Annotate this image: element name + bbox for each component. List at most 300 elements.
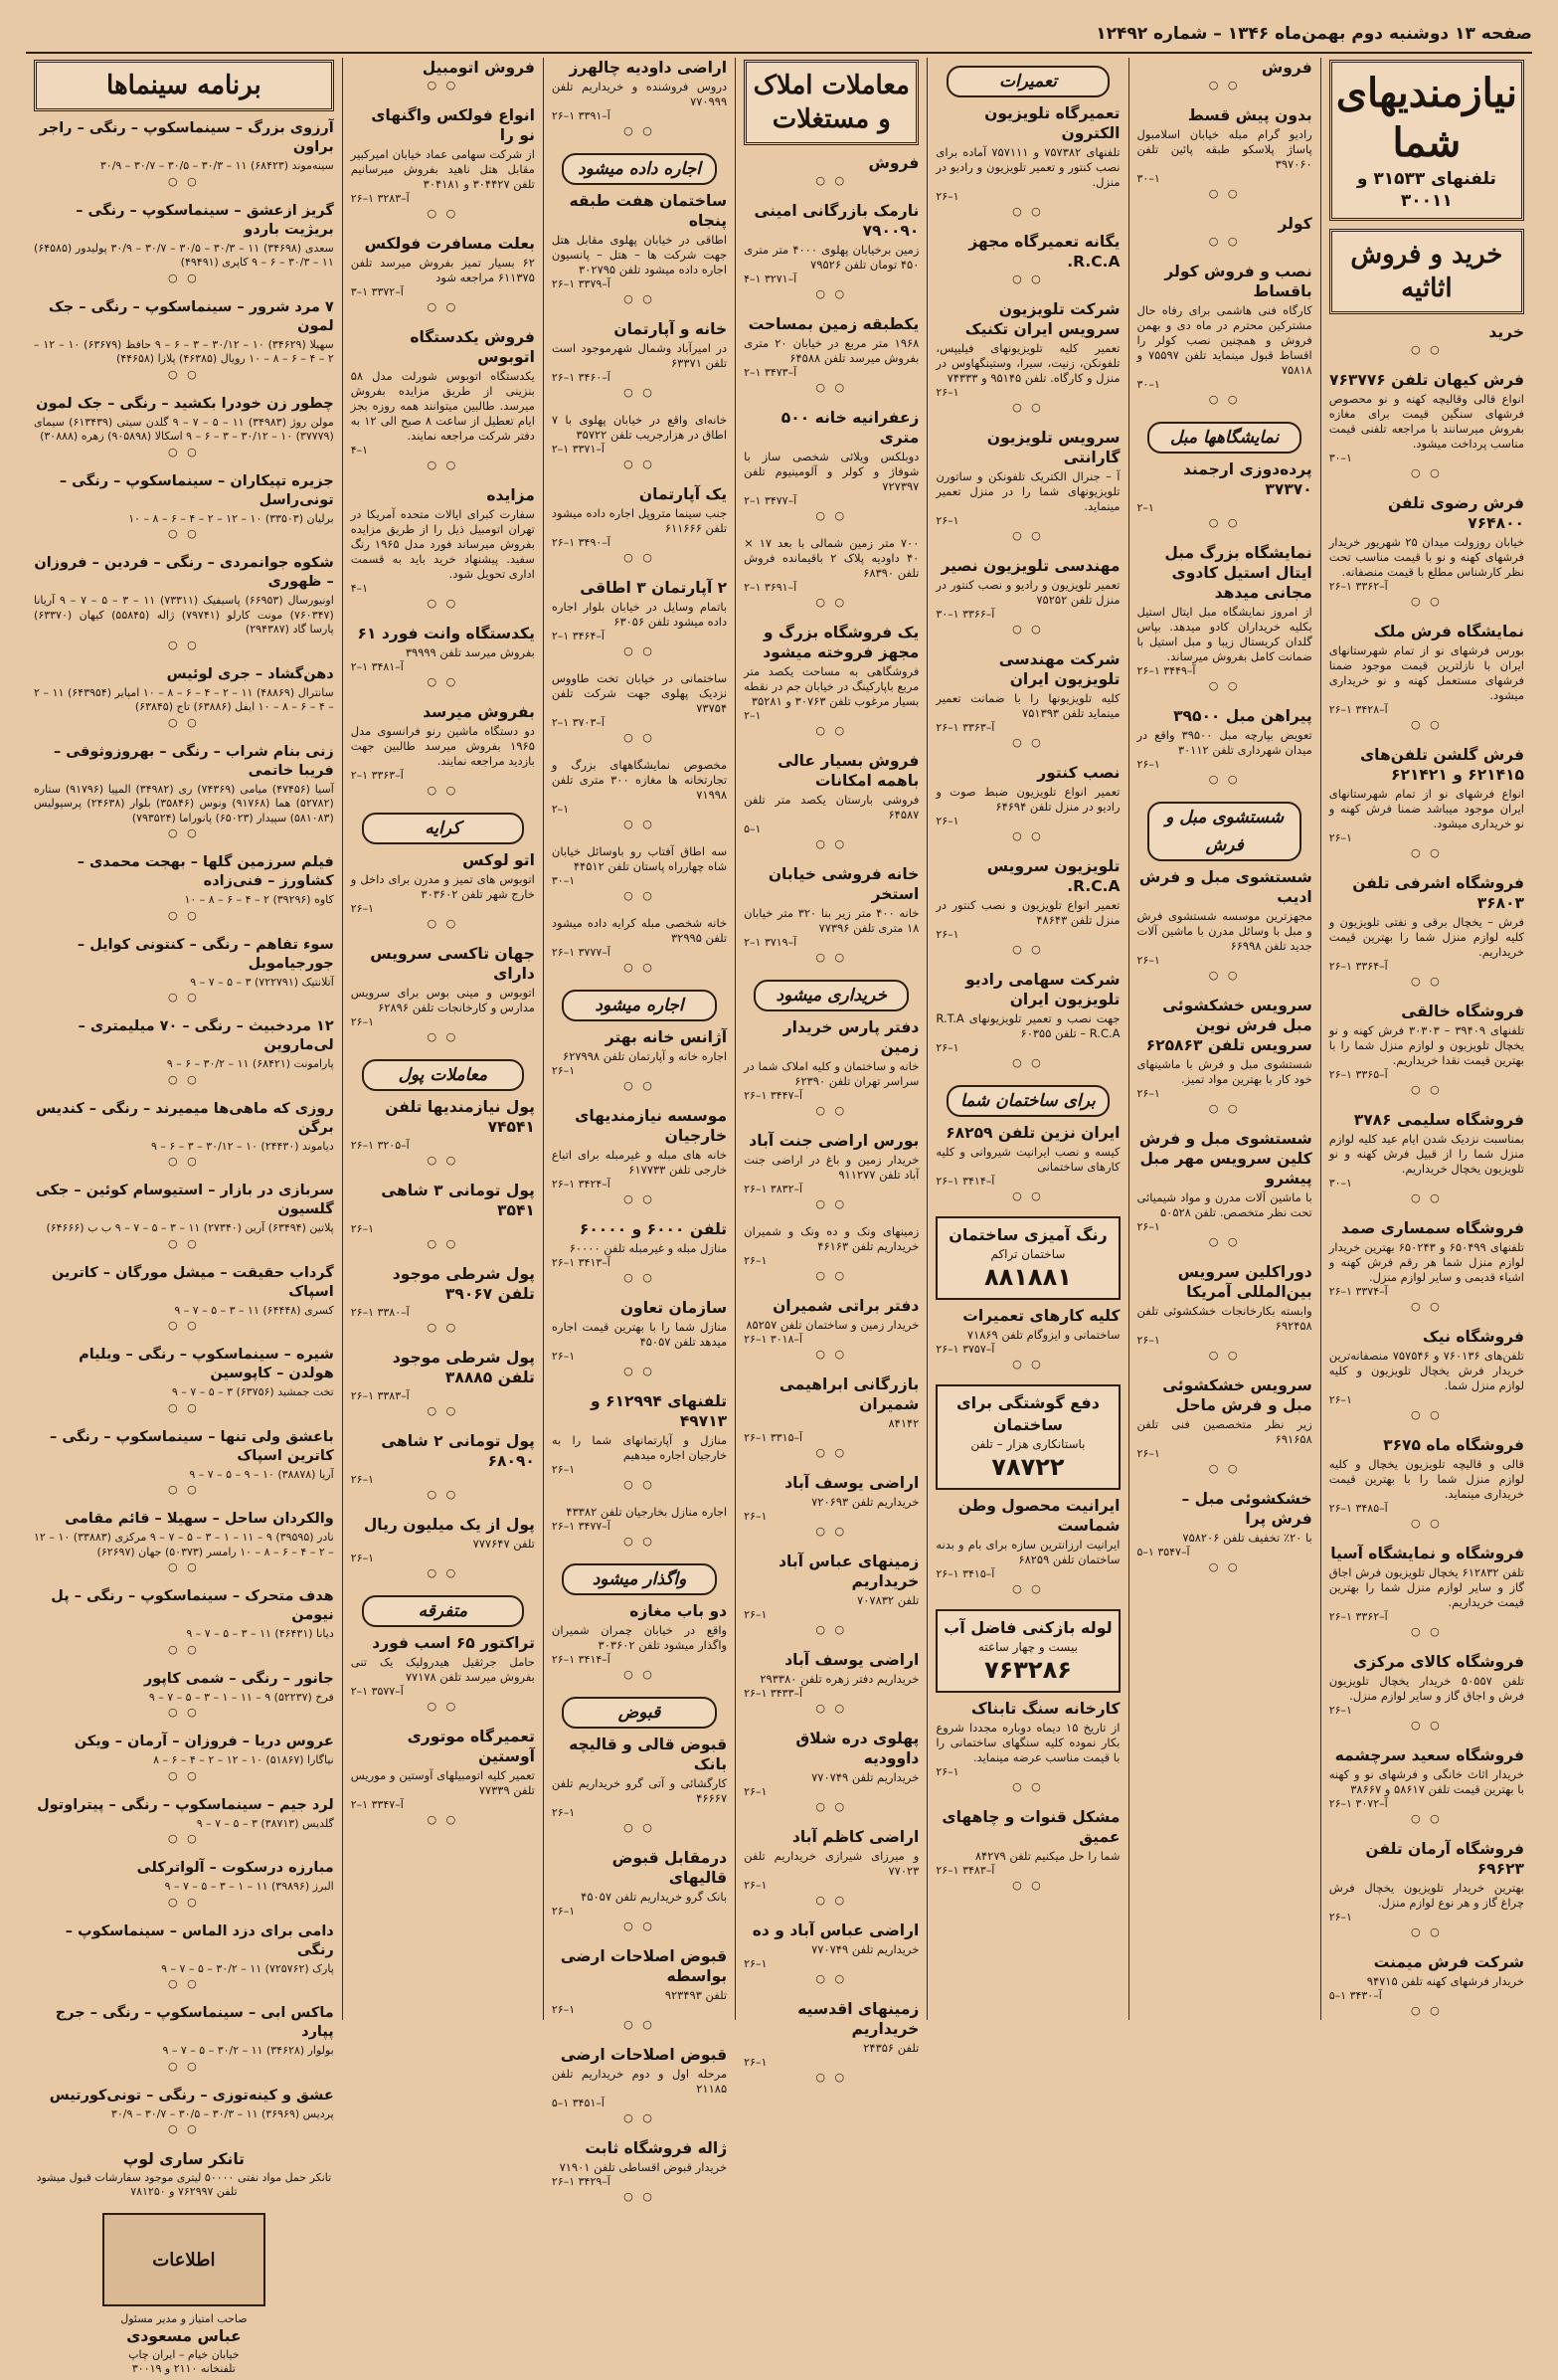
section-tag: قبوض: [562, 1697, 717, 1729]
ad-list: [1137, 58, 1312, 414]
ad-separator: ○ ○: [815, 596, 848, 609]
classified-ad: [34, 1859, 334, 1917]
ad-text: تلفن ۷۷۷۶۴۷: [472, 1537, 535, 1551]
section-tag: اجاره میشود: [562, 990, 717, 1021]
ad-separator: ○ ○: [168, 908, 200, 922]
ad-title: فرش گلشن تلفن‌های ۶۲۱۴۱۵ و ۶۲۱۴۲۱: [1359, 746, 1524, 784]
ad-text: تلفن ۵۰۵۵۷ خریدار یخچال تلویزیون فرش و اجاق گاز و سایر لوازم منزل.: [1328, 1674, 1524, 1703]
ad-text: انواع فرشهای نو از تمام شهرستانهای ایران موجود میباشد ضمنا فرش کهنه و نو خریداری میشود.: [1328, 787, 1524, 830]
ad-title: عشق و کینه‌توزی – رنگی – تونی‌کورتیس: [49, 2087, 334, 2104]
ad-separator: ○ ○: [815, 1894, 848, 1907]
classified-ad: [34, 853, 334, 930]
classified-ad: [936, 299, 1120, 422]
ad-code: ۲۶–۱: [744, 1254, 768, 1267]
ad-text: دیاموند (۲۴۴۳۰) ۱۰ – ۳۰/۱۲ – ۳ – ۶ – ۹: [150, 1139, 334, 1153]
ad-title: کلیه کارهای تعمیرات: [962, 1307, 1121, 1325]
footer-line: تلفنخانه ۲۱۱۰ و ۳۰۰۱۹: [131, 2362, 236, 2375]
classified-ad: [1137, 459, 1312, 537]
classified-ad: [552, 578, 727, 665]
classified-ad: [1137, 996, 1312, 1123]
ad-separator: ○ ○: [1411, 1083, 1443, 1096]
ad-list: [552, 1027, 727, 1556]
ad-code: ۲۶–۱ آ–۳۴۷۷: [551, 1520, 610, 1533]
classified-ad: [34, 554, 334, 659]
ad-text: خانه شخصی مبله کرایه داده میشود تلفن ۳۲۹۹۵: [551, 916, 728, 945]
ad-separator: ○ ○: [815, 509, 848, 522]
ad-title: پول نیازمندیها تلفن ۷۴۵۴۱: [385, 1098, 535, 1136]
ad-text: کارگاه فنی هاشمی برای رفاه حال مشترکین محترم در ماه دی و بهمن فروش و همچنین نصب کولر را اقساط قبول مینماید تلفن ۷۵۵۹۷ و ۷۵۸۱۸: [1136, 303, 1312, 377]
ad-separator: ○ ○: [168, 1642, 200, 1656]
ad-separator: ○ ○: [168, 367, 200, 381]
ad-separator: ○ ○: [815, 1702, 848, 1715]
ad-separator: ○ ○: [427, 917, 459, 930]
classified-ad: [1329, 1002, 1524, 1104]
ad-code: ۲۶–۱ آ–۳۴۳۳: [744, 1687, 803, 1700]
ad-text: اجاره خانه و آپارتمان تلفن ۶۲۷۹۹۸: [563, 1049, 728, 1063]
ad-separator: ○ ○: [168, 271, 200, 284]
boxed-ad-text: ساختمان تراکم: [990, 1247, 1066, 1261]
ad-separator: ○ ○: [815, 1623, 848, 1636]
ad-text: خانه‌ای واقع در خیابان پهلوی با ۷ اطاق در هزارجریب تلفن ۳۵۷۲۲: [551, 413, 728, 442]
ad-separator: ○ ○: [1411, 1191, 1443, 1204]
ad-title: فروشگاه خالقی: [1401, 1003, 1524, 1020]
ad-title: قبوض اصلاحات ارضی بواسطه: [560, 1947, 728, 1985]
ad-list: [552, 58, 727, 145]
ad-title: فروش یکدستگاه اتوبوس: [410, 328, 535, 366]
ad-separator: ○ ○: [623, 1079, 655, 1092]
ad-text: از شرکت سهامی عماد خیابان امیرکبیر مقابل هتل ناهید بفروش میرسانیم تلفن ۳۰۴۴۲۷ و ۳۰۴۱۸۱: [350, 147, 535, 191]
ad-separator: ○ ○: [1012, 1056, 1044, 1069]
classified-ad: [1137, 105, 1312, 208]
ad-code: ۲–۱ آ–۳۳۷۱: [551, 443, 605, 456]
section-tag: برای ساختمان شما: [947, 1085, 1109, 1117]
ad-code: ۲–۱ آ–۳۳۴۷: [350, 1798, 404, 1811]
ad-text: پارک (۷۲۵۷۶۲) ۱۱ – ۳۰/۲ – ۵ – ۷ – ۹: [161, 1961, 334, 1975]
ad-code: ۵–۱ آ–۳۴۵۱: [551, 2097, 605, 2109]
ad-text: تلفنهای ۷۵۷۳۸۲ و ۷۵۷۱۱۱ آماده برای نصب کنتور و تعمیر تلویزیون و رادیو در منزل.: [936, 145, 1121, 189]
ad-title: سوء تفاهم – رنگی – کنتونی کوایل – جورجیاموبل: [77, 936, 334, 972]
ad-separator: ○ ○: [427, 1237, 459, 1250]
ad-text: کیسه و نصب ایرانیت شیروانی و کلیه کارهای ساختمانی: [936, 1145, 1121, 1174]
ad-text: فرخ (۵۲۲۳۷) ۹ – ۱۱ – ۱ – ۳ – ۵ – ۷ – ۹: [148, 1690, 334, 1704]
ad-separator: ○ ○: [1411, 1625, 1443, 1638]
ad-text: ساختمانی در خیابان تخت طاووس نزدیک پهلوی جهت شرکت تلفن ۷۳۷۵۴: [551, 671, 728, 715]
classified-ad: [34, 936, 334, 1012]
ad-code: ۲–۱ آ–۳۶۹۱: [744, 581, 797, 594]
ad-separator: ○ ○: [815, 1446, 848, 1459]
ad-title: سرویس تلویزیون گارانتی: [986, 429, 1121, 466]
ad-text: دروس فروشنده و خریداریم تلفن ۷۷۰۹۹۹: [551, 80, 728, 108]
col-vehicles: [342, 58, 543, 2020]
newspaper-logo: اطلاعات: [102, 2213, 265, 2306]
ad-title: ژاله فروشگاه ثابت: [585, 2139, 728, 2157]
ad-title: موسسه نیازمندیهای خارجیان: [575, 1107, 728, 1145]
ad-separator: ○ ○: [168, 1895, 200, 1909]
classified-ad: [744, 864, 919, 972]
ad-code: ۲۶–۱: [1328, 1911, 1352, 1923]
ad-title: جانور – رنگی – شمی کاپور: [143, 1670, 334, 1687]
ad-code: ۵–۱: [744, 823, 762, 835]
ad-title: فروشگاه سعید سرچشمه: [1334, 1746, 1524, 1764]
ad-separator: ○ ○: [1208, 235, 1241, 248]
ad-title: گریز ازعشق – سینماسکوپ – رنگی – بریژیت باردو: [76, 202, 334, 238]
ad-title: زنی بنام شراب – رنگی – بهروزوثوقی – فریبا خاتمی: [53, 743, 334, 779]
ad-code: ۴–۱ آ–۳۲۷۱: [744, 273, 797, 285]
ad-separator: ○ ○: [427, 458, 459, 471]
ad-code: ۲۶–۱: [744, 1957, 768, 1970]
ad-text: تلفن‌های ۷۶۰۱۳۶ و ۷۵۷۵۴۶ منصفانه‌ترین خریدار فرش یخچال تلویزیون و کلیه لوازم منزل شما.: [1328, 1349, 1524, 1392]
ad-title: پهلوی دره شلاق داوودیه: [795, 1730, 920, 1767]
ad-separator: ○ ○: [623, 1365, 655, 1377]
classified-ad: [1329, 1745, 1524, 1833]
ad-code: ۲–۱ آ–۳۴۷۳: [744, 366, 797, 379]
ad-title: خشکشوئی مبل – فرش پرا: [1181, 1490, 1312, 1528]
ad-separator: ○ ○: [1012, 1190, 1044, 1202]
ad-separator: ○ ○: [1411, 1517, 1443, 1530]
classified-ad: [34, 743, 334, 848]
ad-text: تعمیر انواع تلویزیون و نصب کنتور در منزل تلفن ۴۸۶۴۳: [936, 898, 1121, 927]
ad-separator: ○ ○: [1411, 718, 1443, 731]
ad-list: [351, 58, 535, 805]
ad-separator: ○ ○: [168, 527, 200, 540]
boxed-ad-text: باستانکاری هزار – تلفن: [970, 1437, 1086, 1451]
ad-code: ۲–۱ آ–۳۵۷۷: [350, 1685, 404, 1698]
ad-separator: ○ ○: [815, 1972, 848, 1985]
classified-ad: [351, 234, 535, 321]
classified-ad: [936, 428, 1120, 550]
ad-text: البرز (۳۹۸۹۶) ۱۱ – ۱ – ۳ – ۵ – ۷ – ۹: [164, 1880, 334, 1893]
ad-title: آرزوی بزرگ – سینماسکوپ – رنگی – راجر براون: [39, 120, 334, 155]
ad-code: ۲۶–۱: [350, 1222, 374, 1235]
ad-code: ۲۶–۱ آ–۳۴۱۵: [936, 1567, 995, 1580]
ad-code: ۲۶–۱: [936, 514, 959, 527]
ad-separator: ○ ○: [168, 174, 200, 188]
ad-code: ۳۰–۱ آ–۳۳۶۶: [936, 608, 995, 621]
ad-title: شستشوی مبل و فرش کلین سرویس مهر مبل پیشرو: [1138, 1130, 1312, 1188]
ad-separator: ○ ○: [427, 207, 459, 220]
ad-text: ۱۹۶۸ متر مربع در خیابان ۲۰ متری بفروش میرسد تلفن ۶۴۵۸۸: [744, 336, 920, 365]
classified-ad: [1137, 58, 1312, 99]
ad-title: پول شرطی موجود تلفن ۳۹۰۶۷: [392, 1265, 535, 1303]
classified-ad: [1329, 1652, 1524, 1739]
ad-text: با ۲۰٪ تخفیف تلفن ۷۵۸۲۰۶: [1182, 1531, 1312, 1545]
ad-title: ۲ آپارتمان ۳ اطاقی: [580, 579, 728, 597]
ad-text: کسری (۶۴۴۴۸) ۱۱ – ۳ – ۵ – ۷ – ۹: [174, 1303, 334, 1317]
ad-code: ۲۶–۱: [936, 386, 959, 399]
section-tag: شستشوی مبل و فرش: [1147, 802, 1302, 861]
classified-ad: [351, 850, 535, 938]
ad-text: آ – جنرال الکتریک تلفونکن و ساتورن تلویزیونهای شما را در منزل تعمیر مینماید.: [936, 469, 1121, 513]
ad-title: زمینهای عباس آباد خریداریم: [779, 1553, 920, 1590]
ad-separator: ○ ○: [1411, 343, 1443, 356]
classified-ad: [34, 202, 334, 292]
ad-text: بولوار (۳۴۶۲۸) ۱۱ – ۳۰/۲ – ۵ – ۷ – ۹: [162, 2044, 334, 2057]
ad-text: از تاریخ ۱۵ دیماه دوباره مجددا شروع بکار نموده کلیه سنگهای ساختمانی را با قیمت مناسب عرضه مینماید.: [936, 1721, 1121, 1764]
ad-separator: ○ ○: [427, 1813, 459, 1826]
ad-code: ۲–۱ آ–۳۴۶۴: [551, 630, 605, 642]
ad-title: تلویزیون سرویس R.C.A.: [986, 857, 1121, 895]
ad-separator: ○ ○: [1012, 943, 1044, 956]
ad-title: بفروش میرسد: [423, 703, 535, 721]
ad-separator: ○ ○: [623, 731, 655, 744]
ad-code: ۲–۱ آ–۳۷۱۹: [744, 936, 797, 949]
classified-ad: [34, 1922, 334, 1999]
ad-separator: ○ ○: [168, 1319, 200, 1332]
ad-separator: ○ ○: [1411, 975, 1443, 988]
classified-ad: [552, 758, 727, 838]
ad-text: قالی و قالیچه تلویزیون یخچال و کلیه لوازم منزل شما را با بهترین قیمت خریداری مینماید.: [1328, 1457, 1524, 1501]
ad-title: والکردان ساحل – سهیلا – قائم مقامی: [65, 1511, 334, 1527]
classified-ad: [552, 1106, 727, 1213]
ad-title: فروشگاه سمساری صمد: [1340, 1219, 1524, 1237]
ad-text: اتوبوس های تمیز و مدرن برای داخل و خارج شهر تلفن ۳۰۳۶۰۲: [350, 872, 535, 901]
ad-title: فروشگاه سلیمی ۳۷۸۶: [1353, 1111, 1524, 1129]
classified-ad: [1329, 322, 1524, 364]
columns: [26, 58, 1532, 2375]
ad-text: کاوه (۳۹۲۹۶) ۲ – ۴ – ۶ – ۸ – ۱۰: [184, 893, 334, 906]
ad-separator: ○ ○: [1012, 1879, 1044, 1892]
classified-ad: [552, 1946, 727, 2039]
ad-text: انواع قالی وقالیچه کهنه و نو محصوص فرشهای سنگین قیمت برای مغازه بفروش میرسانند با مراجعه تلفنی قیمت مناسب پرداخت میشود.: [1328, 392, 1524, 451]
ad-code: ۲–۱ آ–۳۴۸۱: [350, 660, 404, 673]
ad-text: خریداریم تلفن ۷۷۰۷۴۹: [811, 1770, 920, 1784]
ad-text: جهت نصب و تعمیر تلویزیونهای R.T.A – R.C.A تلفن ۶۰۳۵۵: [936, 1011, 1121, 1040]
classified-ad: [351, 1181, 535, 1258]
ad-text: و میرزای شیرازی خریداریم تلفن ۷۷۰۲۳: [744, 1849, 920, 1878]
ad-code: ۲۶–۱ آ–۳۷۵۷: [936, 1343, 995, 1356]
ad-separator: ○ ○: [1411, 1408, 1443, 1421]
classified-ad: [1329, 745, 1524, 867]
ad-title: شرکت مهندسی تلویزیون ایران: [998, 650, 1121, 688]
ad-text: رادیو گرام مبله خیابان اسلامبول پاساژ پلاسکو طبقه پائین تلفن ۳۹۷۰۶۰: [1136, 127, 1312, 171]
ad-text: زمین برخیابان پهلوی ۴۰۰۰ متر متری ۴۵۰ تومان تلفن ۷۹۵۲۶: [744, 243, 920, 272]
ad-separator: ○ ○: [1208, 187, 1241, 200]
ad-separator: ○ ○: [623, 124, 655, 137]
classified-ad: [1329, 1218, 1524, 1321]
ad-code: ۲۶–۱: [1328, 1393, 1352, 1406]
ad-separator: ○ ○: [623, 292, 655, 305]
ad-title: مهندسی تلویزیون نصیر: [941, 557, 1121, 575]
ad-code: ۲۶–۱: [551, 1905, 576, 1918]
ad-text: سه اطاق آفتاب رو باوسائل خیابان شاه چهارراه پاستان تلفن ۴۴۵۱۲: [551, 844, 728, 873]
classified-ad: [552, 2045, 727, 2132]
ad-title: فروش: [868, 154, 920, 172]
ad-code: ۲۶–۱: [350, 902, 374, 915]
classified-ad: [744, 314, 919, 402]
classified-ad: [34, 665, 334, 737]
ad-list: [1137, 459, 1312, 794]
ad-text: دوبلکس ویلائی شخصی ساز با شوفاژ و کولر و آلومینیوم تلفن ۷۲۷۳۹۷: [744, 450, 920, 493]
ad-title: نمایشگاه بزرگ مبل ایتال استیل کادوی مجانی میدهد: [1164, 544, 1312, 602]
ad-code: ۳۰–۱: [1136, 378, 1160, 391]
ad-text: خیابان روزولت میدان ۲۵ شهریور خریدار فرشهای کهنه و نو با قیمت مناسب تحت نظر کارشناس مطلع با قیمت منصفانه.: [1328, 535, 1524, 579]
ad-separator: ○ ○: [168, 2122, 200, 2135]
classified-ad: [1137, 1375, 1312, 1483]
classified-ad: [744, 751, 919, 858]
classified-ad: [552, 1027, 727, 1100]
ad-text: بمناسبت نزدیک شدن ایام عید کلیه لوازم منزل شما را از قبیل فرش کهنه و نو تلویزیون یخچال خریداریم.: [1328, 1132, 1524, 1176]
ad-text: یکدستگاه اتوبوس شورلت مدل ۵۸ بنزینی از طریق مزایده بفروش میرسد. طالبین میتوانند همه روزه بجز ایام تعطیل از ساعت ۸ صبح الی ۱۲ به دفتر شرکت مراجعه نمایند.: [350, 369, 535, 443]
boxed-ad-title: دفع گوشتگی برای ساختمان: [955, 1393, 1100, 1434]
ad-title: فیلم سرزمین گلها – بهجت محمدی – کشاورز – فنی‌زاده: [77, 854, 334, 889]
classified-ad: [744, 1921, 919, 1993]
ad-separator: ○ ○: [815, 1104, 848, 1117]
section-tag: واگذار میشود: [562, 1563, 717, 1595]
classified-ad: [351, 1633, 535, 1721]
classified-ad: [1329, 1327, 1524, 1429]
ad-code: ۲–۱: [744, 709, 762, 722]
classified-ad: [744, 1296, 919, 1369]
ad-list: [351, 850, 535, 1051]
ad-title: قبوض قالی و قالیچه بانک: [569, 1736, 728, 1773]
ad-title: یکدستگاه وانت فورد ۶۱: [357, 625, 535, 642]
footer-editor: عباس مسعودی: [126, 2327, 242, 2345]
ad-text: فروشگاهی به مساحت یکصد متر مربع باپارکینگ در خیابان جم در نقطه بسیار مرغوب تلفن ۳۰۷۶۳ و ۳۵۲۸۱: [744, 664, 920, 708]
ad-title: نمایشگاه فرش ملک: [1373, 623, 1524, 641]
classified-ad: [34, 119, 334, 196]
ad-separator: ○ ○: [1208, 679, 1241, 692]
ad-text: خانه های مبله و غیرمبله برای اتباع خارجی تلفن ۶۱۷۷۳۳: [551, 1148, 728, 1177]
ad-list: [351, 1097, 535, 1587]
ad-text: اطاقی در خیابان پهلوی مقابل هتل جهت شرکت ها – هتل – پانسیون اجاره داده میشود تلفن ۳۰۲۷۹۵: [551, 233, 728, 276]
boxed-ad-title: رنگ آمیزی ساختمان: [949, 1225, 1108, 1244]
classified-ad: [1137, 706, 1312, 794]
classified-ad: [744, 153, 919, 195]
classified-ad: [351, 1348, 535, 1425]
ad-code: ۲۶–۱ آ–۳۴۱۳: [551, 1256, 610, 1269]
ad-text: شستشوی مبل و فرش با ماشینهای خود کار با بهترین مواد تمیز.: [1136, 1057, 1312, 1086]
classified-ad: [552, 1848, 727, 1940]
ad-text: مجهزترین موسسه شستشوی فرش و مبل با وسائل مدرن با ماشین آلات جدید تلفن ۶۶۹۹۸: [1136, 909, 1312, 953]
ad-title: اراضی یوسف آباد: [784, 1651, 920, 1669]
ad-text: پردیس (۳۶۹۶۹) ۱۱ – ۳۰/۳ – ۳۰/۵ – ۳۰/۷ – ۳۰/۹: [110, 2106, 334, 2120]
ad-separator: ○ ○: [427, 597, 459, 610]
ad-separator: ○ ○: [815, 381, 848, 394]
classified-ad: [1329, 1110, 1524, 1212]
ad-title: سرویس خشکشوئی مبل و فرش ماحل: [1162, 1376, 1312, 1414]
classified-ad: [34, 1017, 334, 1094]
classified-ad: [1137, 262, 1312, 414]
classified-ad: [1329, 1952, 1524, 2025]
ad-code: ۲۶–۱ آ–۳۷۷۷: [551, 946, 610, 959]
ad-code: ۲۶–۱ آ–۳۳۱۵: [744, 1431, 803, 1444]
ad-code: ۲۶–۱: [744, 1785, 768, 1798]
ad-separator: ○ ○: [427, 1404, 459, 1417]
ad-title: شستشوی مبل و فرش ادیب: [1138, 868, 1312, 906]
ad-separator: ○ ○: [168, 1155, 200, 1168]
classified-ad: [552, 191, 727, 313]
classifieds-banner: [1329, 60, 1524, 221]
ad-title: تانکر ساری لوپ: [122, 2150, 245, 2168]
ad-text: خریداریم دفتر زهره تلفن ۲۹۳۳۸۰: [760, 1672, 920, 1686]
ad-title: زعفرانیه خانه ۵۰۰ متری: [780, 409, 920, 447]
classified-ad: [351, 485, 535, 618]
ad-list: [744, 1017, 919, 2092]
ad-title: ۱۲ مردخبیث – رنگی – ۷۰ میلیمتری – لی‌ماروین: [78, 1018, 334, 1053]
ad-separator: ○ ○: [623, 551, 655, 564]
ad-text: تلفنهای ۶۵۰۴۹۹ و ۶۵۰۲۴۳ بهترین خریدار لوازم منزل شما هر رقم فرش کهنه و اشیاء قدیمی و سایر لوازم منزل.: [1328, 1240, 1524, 1284]
ad-title: اراضی یوسف آباد: [784, 1474, 920, 1492]
ad-code: ۲۶–۱: [936, 1041, 959, 1054]
classified-ad: [34, 1264, 334, 1341]
ad-text: واقع در خیابان چمران شمیران واگذار میشود تلفن ۳۰۳۶۰۲: [551, 1623, 728, 1652]
ad-separator: ○ ○: [427, 300, 459, 313]
classified-ad: [552, 1505, 727, 1556]
ad-code: ۲۶–۱: [744, 1879, 768, 1892]
ad-title: درمقابل قبوض قالیهای: [611, 1849, 728, 1887]
ad-code: ۲۶–۱: [936, 190, 959, 203]
ad-separator: ○ ○: [168, 1977, 200, 1990]
ad-title: سرویس خشکشوئی مبل فرش نوین سرویس تلفن ۶۲۵۸۶۳: [1145, 997, 1312, 1054]
section-tag: خریداری میشود: [754, 980, 909, 1011]
ad-separator: ○ ○: [623, 2018, 655, 2031]
ad-code: ۲۶–۱: [551, 2003, 576, 2016]
ad-title: یک فروشگاه بزرگ و مجهز فروخته میشود: [763, 624, 920, 661]
classified-ad: [744, 1999, 919, 2092]
ad-text: آتلانتیک (۷۲۲۷۹۱) ۳ – ۵ – ۷ – ۹: [190, 975, 334, 989]
ad-code: ۴–۱: [350, 444, 369, 457]
col-real-estate: [735, 58, 927, 2084]
boxed-ad-phone: ۷۸۷۲۲: [991, 1453, 1065, 1481]
ad-title: لرد جیم – سینماسکوپ – رنگی – پیتراوتول: [37, 1796, 334, 1813]
classified-ad: [1329, 622, 1524, 739]
ad-text: منازل مبله و غیرمبله تلفن ۶۰۰۰۰: [569, 1241, 728, 1255]
classified-ad: [34, 1100, 334, 1177]
ad-code: ۲۶–۱ آ–۳۴۲۹: [551, 2175, 610, 2188]
ad-title: پول تومانی ۳ شاهی ۳۵۴۱: [381, 1182, 535, 1219]
ad-separator: ○ ○: [815, 1800, 848, 1813]
ad-text: تعمیر تلویزیون و رادیو و نصب کنتور در منزل تلفن ۷۵۲۵۲: [936, 578, 1121, 607]
classified-ad: [936, 1306, 1120, 1378]
ad-separator: ○ ○: [1411, 595, 1443, 608]
ad-title: دفتر پارس خریدار زمین: [782, 1018, 920, 1056]
ad-title: مبارزه درسکوت – آلواترکلی: [136, 1860, 334, 1876]
ad-text: شما را حل میکنیم تلفن ۸۴۲۷۹: [974, 1849, 1121, 1863]
footer-line: صاحب امتیاز و مدیر مسئول: [120, 2312, 248, 2325]
ad-separator: ○ ○: [623, 889, 655, 902]
ad-title: ایرانیت محصول وطن شماست: [957, 1497, 1121, 1535]
ad-separator: ○ ○: [1411, 1719, 1443, 1732]
ad-title: خرید: [1488, 323, 1524, 341]
ad-code: ۲۶–۱: [1136, 1447, 1160, 1460]
ad-text: خریدار اثاث خانگی و فرشهای نو و کهنه با بهترین قیمت تلفن ۵۸۶۱۷ و ۳۸۶۶۷: [1328, 1767, 1524, 1796]
ad-title: فروشگاه اشرفی تلفن ۳۶۸۰۳: [1352, 874, 1524, 912]
ad-title: یکطبقه زمین بمساحت: [748, 315, 920, 333]
ad-title: سازمان تعاون: [619, 1299, 728, 1317]
ad-separator: ○ ○: [1012, 829, 1044, 842]
ad-title: آژانس خانه بهتر: [605, 1028, 728, 1046]
ad-code: ۲۶–۱ آ–۳۴۲۸: [1328, 703, 1388, 716]
ad-title: سربازی در بازار – استیوسام کوئین – جکی گلسیون: [35, 1183, 334, 1217]
ad-code: ۲۶–۱: [1136, 1220, 1160, 1233]
classified-ad: [1329, 873, 1524, 996]
classified-ad: [936, 556, 1120, 643]
ad-code: ۲۶–۱: [1328, 831, 1352, 844]
classified-ad: [34, 1510, 334, 1581]
ad-code: ۲۶–۱: [1136, 954, 1160, 967]
page-header: [26, 22, 1532, 54]
ad-title: ۷ مرد شرور – سینماسکوپ – رنگی – جک لمون: [48, 298, 334, 334]
ad-separator: ○ ○: [1411, 1812, 1443, 1825]
ad-code: ۲۶–۱ آ–۳۳۶۲: [1328, 580, 1388, 593]
ad-code: ۲۶–۱: [350, 1473, 374, 1486]
ad-title: تلفنهای ۶۱۲۹۹۴ و ۴۹۷۱۳: [591, 1392, 728, 1430]
ad-title: فروشگاه و نمایشگاه آسیا: [1330, 1545, 1524, 1562]
ad-separator: ○ ○: [1012, 273, 1044, 285]
classified-ad: [744, 1224, 919, 1290]
ad-title: بورس اراضی جنت آباد: [749, 1132, 920, 1150]
ad-title: فروشگاه کالای مرکزی: [1352, 1653, 1524, 1671]
